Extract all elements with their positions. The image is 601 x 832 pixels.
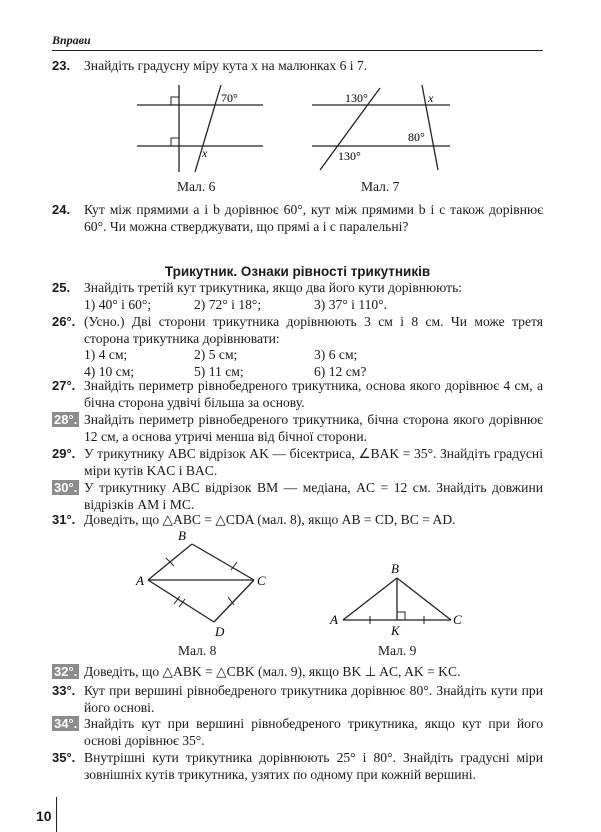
vertex-label-C: C	[453, 612, 462, 627]
caption-fig-7: Мал. 7	[361, 179, 400, 194]
caption-fig-9: Мал. 9	[378, 643, 417, 658]
problem-text: Знайдіть кут при вершині рівнобедреного трикутника, якщо кут при його основі дорівнює 35°.	[84, 716, 543, 748]
problem-29	[52, 446, 543, 479]
problem-27	[52, 378, 543, 411]
segment-BC	[192, 544, 254, 580]
problem-25	[52, 280, 543, 313]
problem-text: Кут між прямими a і b дорівнює 60°, кут між прямими b і c також дорівнює 60°. Чи можна стверджувати, що прямі a і c паралельні?	[84, 202, 543, 234]
figure-9	[325, 560, 470, 640]
problem-text: Доведіть, що △ABK = △CBK (мал. 9), якщо BK ⊥ AC, AK = KC.	[84, 664, 461, 679]
option: 2) 72° і 18°;	[194, 296, 262, 312]
problem-text: Знайдіть третій кут трикутника, якщо два його кути дорівнюють:	[84, 280, 463, 295]
problem-number: 27°.	[52, 378, 76, 393]
vertex-label-D: D	[215, 624, 225, 639]
right-angle-mark	[171, 97, 179, 105]
problem-number: 24.	[52, 202, 71, 217]
problem-number	[52, 480, 82, 497]
problem-number: 31°.	[52, 512, 76, 527]
problem-number: 29°.	[52, 446, 76, 461]
right-angle-mark	[171, 138, 179, 146]
problem-24	[52, 202, 543, 235]
segment-DA	[148, 580, 214, 622]
problem-23	[52, 58, 543, 75]
problem-text: Внутрішні кути трикутника дорівнюють 25° і 80°. Знайдіть градусні міри зовнішніх кутів трикутника, узятих по одному при кожній вершині.	[84, 750, 543, 782]
option: 5) 11 см;	[194, 363, 244, 379]
segment-AB	[343, 578, 397, 620]
answer-options	[84, 297, 543, 314]
angle-label-bottom: 130°	[338, 149, 361, 163]
figure-6	[135, 80, 270, 175]
problem-text: Знайдіть градусну міру кута x на малюнках 6 і 7.	[84, 58, 368, 73]
header-divider	[52, 50, 543, 51]
problem-26	[52, 314, 543, 380]
problem-35	[52, 750, 543, 783]
problem-33	[52, 683, 543, 716]
option: 3) 6 см;	[314, 347, 358, 362]
problem-number: 26°.	[52, 314, 76, 329]
option: 2) 5 см;	[194, 347, 238, 362]
problem-text: (Усно.) Дві сторони трикутника дорівнюють 3 см і 8 см. Чи може третя сторона трикутника дорівнювати:	[84, 314, 543, 346]
problem-number	[52, 412, 82, 429]
option: 3) 37° і 110°.	[314, 296, 388, 312]
problem-text: У трикутнику ABC відрізок BM — медіана, AC = 12 см. Знайдіть довжини відрізків AM і MC.	[84, 480, 543, 512]
problem-number	[52, 716, 82, 733]
problem-number-badge: 30°.	[54, 480, 78, 495]
problem-30	[52, 480, 543, 513]
unknown-angle-label: x	[428, 91, 434, 105]
section-header: Вправи	[52, 33, 91, 47]
unknown-angle-label: x	[202, 146, 208, 160]
problem-number: 25.	[52, 280, 71, 295]
figure-8	[130, 528, 280, 640]
caption-fig-6: Мал. 6	[177, 179, 216, 194]
problem-text: Знайдіть периметр рівнобедреного трикутника, основа якого дорівнює 4 см, а бічна сторона удвічі більша за основу.	[84, 378, 543, 410]
problem-34	[52, 716, 543, 749]
option: 1) 40° і 60°;	[84, 296, 152, 312]
problem-31	[52, 512, 543, 529]
answer-options	[84, 347, 543, 380]
right-angle-mark	[397, 612, 405, 620]
option: 1) 4 см;	[84, 347, 128, 362]
option: 6) 12 см?	[314, 363, 367, 379]
vertex-label-A: A	[330, 612, 338, 627]
angle-label-right: 80°	[408, 130, 425, 144]
vertex-label-C: C	[257, 573, 266, 588]
figure-7	[300, 80, 465, 175]
problem-28	[52, 412, 543, 445]
problem-number-badge: 28°.	[54, 412, 78, 427]
problem-number: 33°.	[52, 683, 76, 698]
page-number: 10	[36, 808, 52, 824]
problem-number-badge: 32°.	[54, 664, 78, 679]
problem-text: У трикутнику ABC відрізок AK — бісектриса, ∠BAK = 35°. Знайдіть градусні міри кутів KAC і BAC.	[84, 446, 543, 478]
angle-label-70: 70°	[221, 91, 238, 105]
problem-text: Знайдіть периметр рівнобедреного трикутника, бічна сторона якого дорівнює 12 см, а основа утричі менша від бічної сторони.	[84, 412, 543, 444]
segment-CD	[214, 580, 254, 622]
problem-text: Кут при вершині рівнобедреного трикутника дорівнює 80°. Знайдіть кути при його основі.	[84, 683, 543, 715]
problem-number: 23.	[52, 58, 71, 73]
problem-number	[52, 664, 82, 681]
vertex-label-B: B	[178, 528, 186, 543]
transversal-line	[195, 85, 221, 172]
angle-label-top: 130°	[345, 91, 368, 105]
problem-text: Доведіть, що △ABC = △CDA (мал. 8), якщо AB = CD, BC = AD.	[84, 512, 456, 527]
problem-number-badge: 34°.	[54, 716, 78, 731]
problem-32	[52, 664, 543, 681]
option: 4) 10 см;	[84, 363, 135, 379]
section-title: Трикутник. Ознаки рівності трикутників	[164, 264, 431, 279]
caption-fig-8: Мал. 8	[178, 643, 217, 658]
vertex-label-K: K	[391, 623, 400, 638]
problem-number: 35°.	[52, 750, 76, 765]
vertex-label-B: B	[391, 561, 399, 576]
vertex-label-A: A	[136, 573, 144, 588]
